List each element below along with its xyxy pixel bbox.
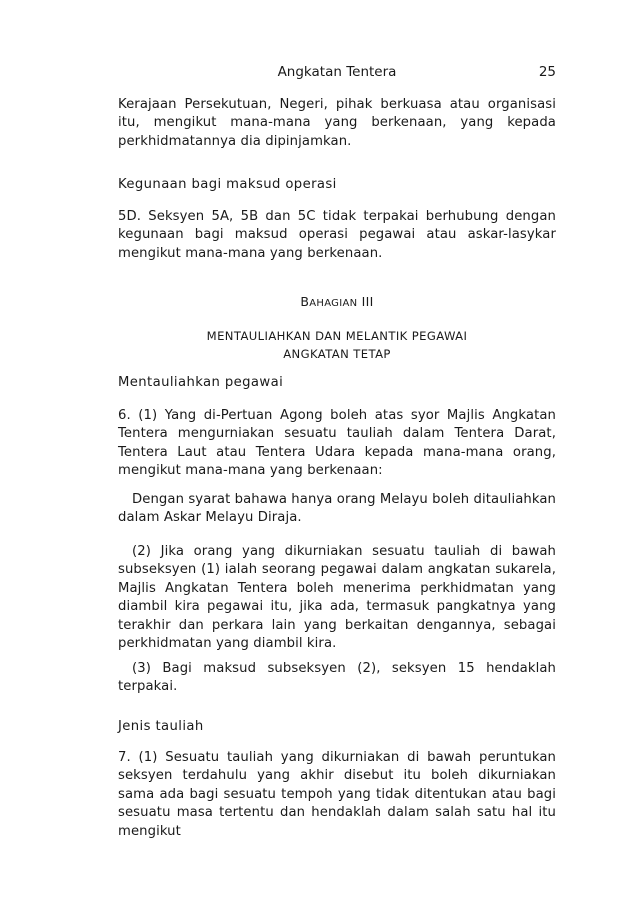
part-title-line-1: MENTAULIAHKAN DAN MELANTIK PEGAWAI [206, 329, 468, 343]
paragraph-5d: 5D. Seksyen 5A, 5B dan 5C tidak terpakai berhubung dengan kegunaan bagi maksud operasi pegawai atau askar-lasykar mengikut mana-mana yang berkenaan. [118, 209, 556, 261]
running-head [118, 64, 556, 82]
part-number: III [361, 294, 374, 309]
paragraph-7-1: 7. (1) Sesuatu tauliah yang dikurniakan di bawah peruntukan seksyen terdahulu yang akhir disebut itu boleh dikurniakan sama ada bagi sesuatu tempoh yang tidak ditentukan atau bagi sesuatu masa tertentu dan hendaklah dalam salah satu hal itu mengikut [118, 750, 556, 839]
paragraph-6-proviso: Dengan syarat bahawa hanya orang Melayu boleh ditauliahkan dalam Askar Melayu Diraja. [118, 492, 556, 526]
paragraph-intro: Kerajaan Persekutuan, Negeri, pihak berkuasa atau organisasi itu, mengikut mana-mana yang berkenaan, yang kepada perkhidmatannya dia dipinjamkan. [118, 97, 556, 149]
part-label-smallcaps: AHAGIAN [309, 298, 358, 309]
paragraph-6-3: (3) Bagi maksud subseksyen (2), seksyen 15 hendaklah terpakai. [118, 661, 556, 695]
part-label-initial: B [300, 294, 310, 309]
heading-kegunaan: Kegunaan bagi maksud operasi [118, 177, 337, 192]
paragraph-6-2: (2) Jika orang yang dikurniakan sesuatu tauliah di bawah subseksyen (1) ialah seorang pegawai dalam angkatan sukarela, Majlis Angkatan Tentera boleh menerima perkhidmatan yang diambil kira pegawai itu, jika ada, termasuk pangkatnya yang terakhir dan perkara lain yang berkaitan dengannya, sebagai perkhidmatan yang diambil kira. [118, 544, 556, 652]
part-label [118, 294, 556, 309]
paragraph-6-1: 6. (1) Yang di-Pertuan Agong boleh atas syor Majlis Angkatan Tentera mengurniakan sesuatu tauliah dalam Tentera Darat, Tentera Laut atau Tentera Udara kepada mana-mana orang, mengikut mana-mana yang berkenaan: [118, 408, 556, 479]
running-title: Angkatan Tentera [277, 64, 397, 80]
part-title-line-2: ANGKATAN TETAP [283, 347, 391, 361]
page-number: 25 [538, 64, 556, 80]
heading-jenis-tauliah: Jenis tauliah [118, 719, 204, 734]
heading-mentauliahkan: Mentauliahkan pegawai [118, 375, 284, 390]
